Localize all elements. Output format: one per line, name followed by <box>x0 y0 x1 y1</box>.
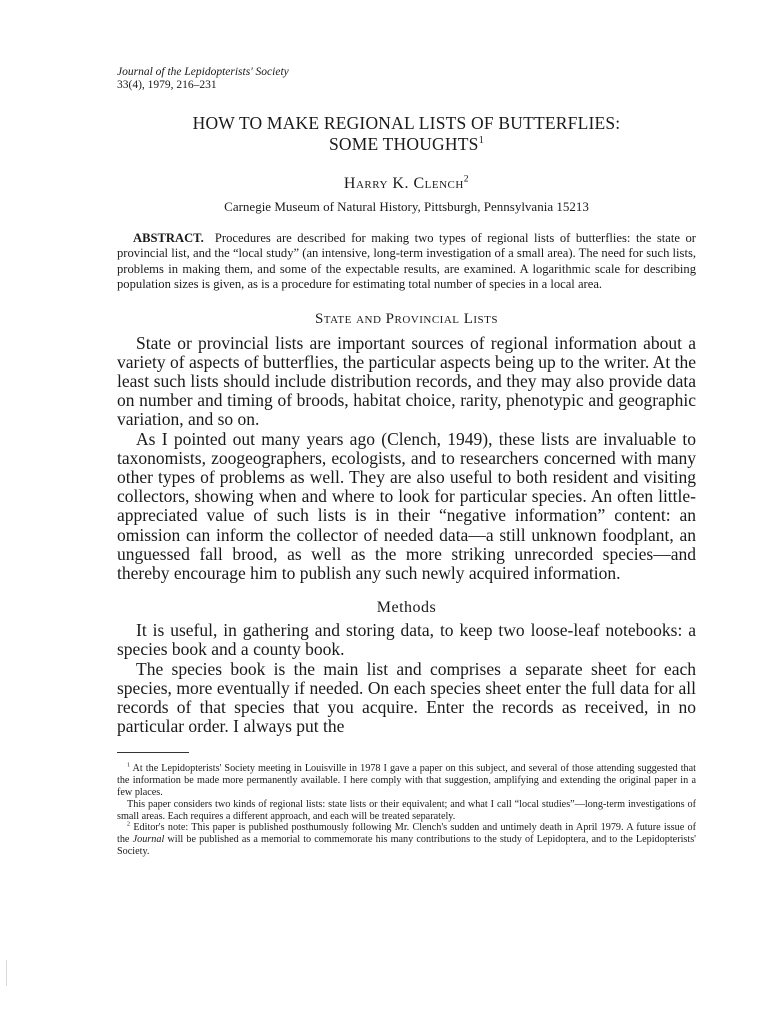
body-paragraph: It is useful, in gathering and storing data, to keep two loose-leaf notebooks: a species book and a county book. <box>117 620 696 660</box>
footnote-divider <box>117 752 189 753</box>
journal-name: Journal of the Lepidopterists' Society <box>117 66 289 78</box>
abstract-text: Procedures are described for making two types of regional lists of butterflies: the state or provincial list, and the “local study” (an intensive, long-term investigation of a small area). The need for such lists, problems in making them, and some of the expectable results, are examined. A logarithmic scale for describing population sizes is given, as is a procedure for estimating total number of species in a local area. <box>117 231 696 292</box>
title-footnote-mark: 1 <box>478 135 485 147</box>
author-footnote-mark: 2 <box>463 173 470 185</box>
footnote-1-text: At the Lepidopterists' Society meeting in Louisville in 1978 I gave a paper on this subject, and several of those attending suggested that the information be made more permanently available. I here comply with that suggestion, amplifying and extending the original paper in a few places. <box>117 763 697 799</box>
author-name: Harry K. Clench <box>343 175 464 192</box>
section-heading-state-lists: State and Provincial Lists <box>314 310 499 327</box>
footnote-2 <box>117 822 696 857</box>
paper-page <box>117 66 696 858</box>
scan-edge-mark <box>6 960 7 986</box>
footnote-2-text-b: will be published as a memorial to commemorate his many contributions to the study of Lepidoptera, and to the Lepidopterists' Society. <box>117 834 697 858</box>
abstract <box>117 231 696 293</box>
author-affiliation: Carnegie Museum of Natural History, Pittsburgh, Pennsylvania 15213 <box>224 199 589 214</box>
footnote-2-text-a: Editor's note: This paper is published posthumously following Mr. Clench's sudden and untimely death in April 1979. A future issue of the <box>117 822 697 846</box>
footnote-2-mark: 2 <box>127 822 131 829</box>
paper-title <box>117 113 696 155</box>
footnote-1-mark: 1 <box>127 763 131 770</box>
footnote-1-continued: This paper considers two kinds of regional lists: state lists or their equivalent; and what I call “local studies”—long-term investigations of small areas. Each requires a different approach, and each will be treated separately. <box>117 798 696 822</box>
footnote-1 <box>117 763 696 798</box>
abstract-label: ABSTRACT. <box>133 231 204 245</box>
body-paragraph: The species book is the main list and comprises a separate sheet for each species, more eventually if needed. On each species sheet enter the full data for all records of that species that you acquire. Enter the records as received, in no particular order. I always put the <box>117 658 696 737</box>
body-paragraph: State or provincial lists are important sources of regional information about a variety of aspects of butterflies, the particular aspects being up to the writer. At the least such lists should include distribution records, and they may also provide data on number and timing of broods, habitat choice, rarity, phenotypic and geographic variation, and so on. <box>117 332 696 430</box>
body-paragraph: As I pointed out many years ago (Clench, 1949), these lists are invaluable to taxonomists, zoogeographers, ecologists, and to researchers concerned with many other types of problems as well. They are also useful to both resident and visiting collectors, showing when and where to look for particular species. An often little-appreciated value of such lists is in their “negative information” content: an omission can inform the collector of needed data—a still unknown foodplant, an unguessed fall brood, as well as the more striking unrecorded species—and thereby encourage him to publish any such newly acquired information. <box>117 428 696 584</box>
section-heading-methods: Methods <box>376 599 437 617</box>
journal-volume-pages: 33(4), 1979, 216–231 <box>117 79 217 91</box>
footnote-2-journal: Journal <box>132 834 165 846</box>
title-line-1: HOW TO MAKE REGIONAL LISTS OF BUTTERFLIES: <box>192 113 621 133</box>
title-line-2: SOME THOUGHTS <box>328 134 479 154</box>
author <box>117 175 696 193</box>
